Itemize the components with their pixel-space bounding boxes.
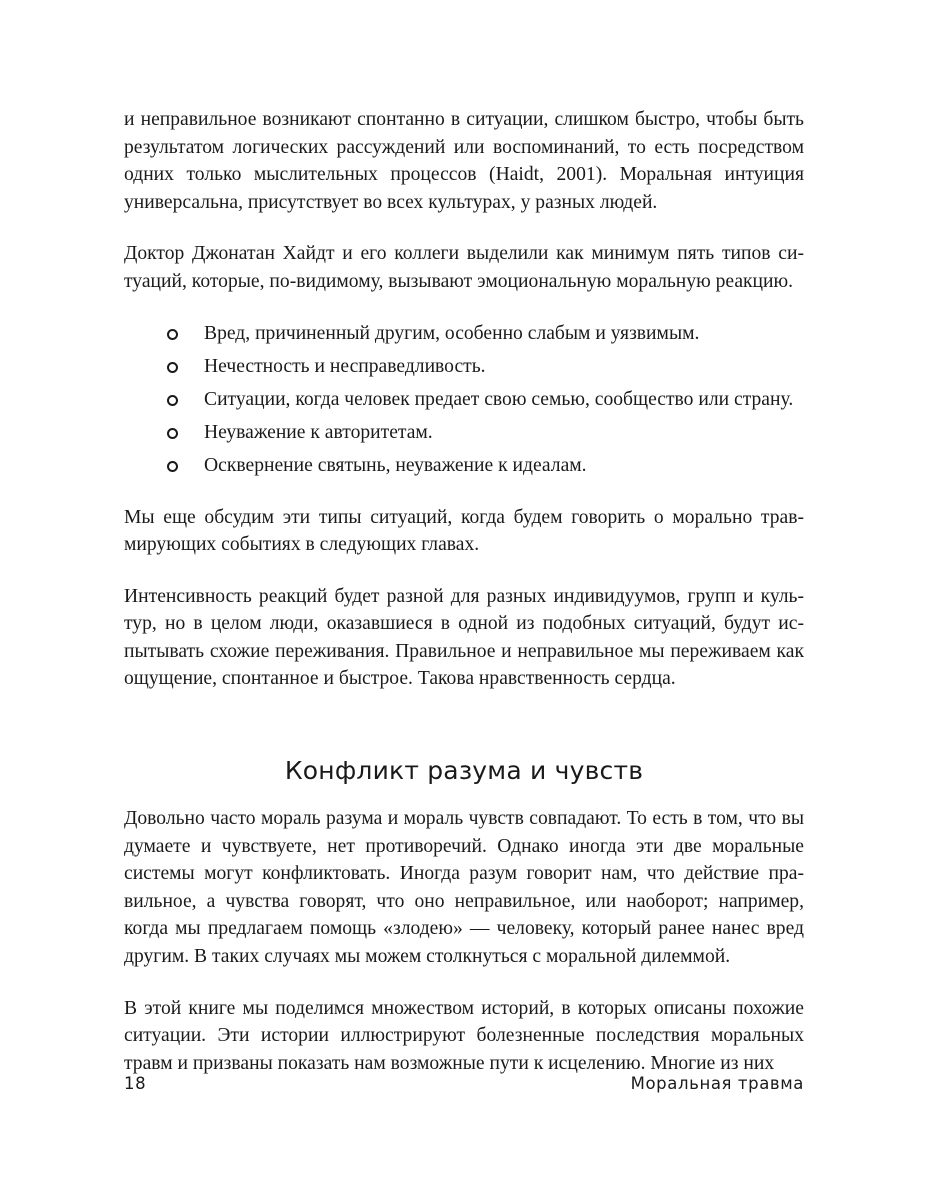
- page-number: 18: [124, 1074, 147, 1093]
- list-item-text: Ситуации, когда человек предает свою семью, сообщество или страну.: [204, 388, 794, 410]
- body-paragraph: Мы еще обсудим эти типы ситуаций, когда будем говорить о морально травмирующих событиях в следующих главах.: [124, 506, 804, 556]
- circle-bullet-icon: [167, 395, 178, 406]
- list-item: [124, 353, 804, 381]
- bullet-list: [124, 320, 804, 480]
- body-paragraph: Доктор Джонатан Хайдт и его коллеги выделили как минимум пять типов ситуаций, которые, по-видимому, вызывают эмоциональную моральную реакцию.: [124, 243, 804, 292]
- list-item-text: Осквернение святынь, неуважение к идеалам.: [204, 455, 587, 477]
- list-item: [124, 419, 804, 447]
- circle-bullet-icon: [167, 428, 178, 439]
- page-body: [124, 106, 804, 1077]
- page-footer: [124, 1074, 804, 1093]
- body-paragraph: Довольно часто мораль разума и мораль чувств совпадают. То есть в том, что вы думаете и чувствуете, нет противоречий. Однако иногда эти две моральные системы могут конфликтовать. Иногда разум говорит нам, что действие правильное, а чувства говорят, что оно неправильное, или наоборот; например, когда мы предлагаем помощь «злодею» — человеку, который ранее нанес вред другим. В таких случаях мы можем столкнуться с моральной дилеммой.: [124, 808, 804, 968]
- body-paragraph: Интенсивность реакций будет разной для разных индивидуумов, групп и культур, но в целом люди, оказавшиеся в одной из подобных ситуаций, будут испытывать схожие переживания. Правильное и неправильное мы переживаем как ощущение, спонтанное и быстрое. Такова нравственность сердца.: [124, 585, 804, 690]
- list-item: [124, 386, 804, 414]
- list-item: [124, 320, 804, 348]
- list-item-text: Нечестность и несправедливость.: [204, 355, 486, 377]
- circle-bullet-icon: [167, 329, 178, 340]
- list-item-text: Вред, причиненный другим, особенно слабым и уязвимым.: [204, 322, 700, 344]
- circle-bullet-icon: [167, 461, 178, 472]
- section-heading: Конфликт разума и чувств: [284, 756, 644, 786]
- circle-bullet-icon: [167, 362, 178, 373]
- body-paragraph: В этой книге мы поделимся множеством историй, в которых описаны похожие ситуации. Эти истории иллюстрируют болезненные последствия моральных травм и призваны показать нам возможные пути к исцелению. Многие из них: [124, 997, 804, 1074]
- body-paragraph: и неправильное возникают спонтанно в ситуации, слишком быстро, чтобы быть результатом логических рассуждений или воспоминаний, то есть посредством одних только мыслительных процессов (Haidt, 2001). Моральная интуиция универсальна, присутствует во всех культурах, у разных людей.: [124, 109, 804, 213]
- list-item: [124, 452, 804, 480]
- running-title: Моральная травма: [630, 1074, 804, 1093]
- list-item-text: Неуважение к авторитетам.: [204, 422, 433, 444]
